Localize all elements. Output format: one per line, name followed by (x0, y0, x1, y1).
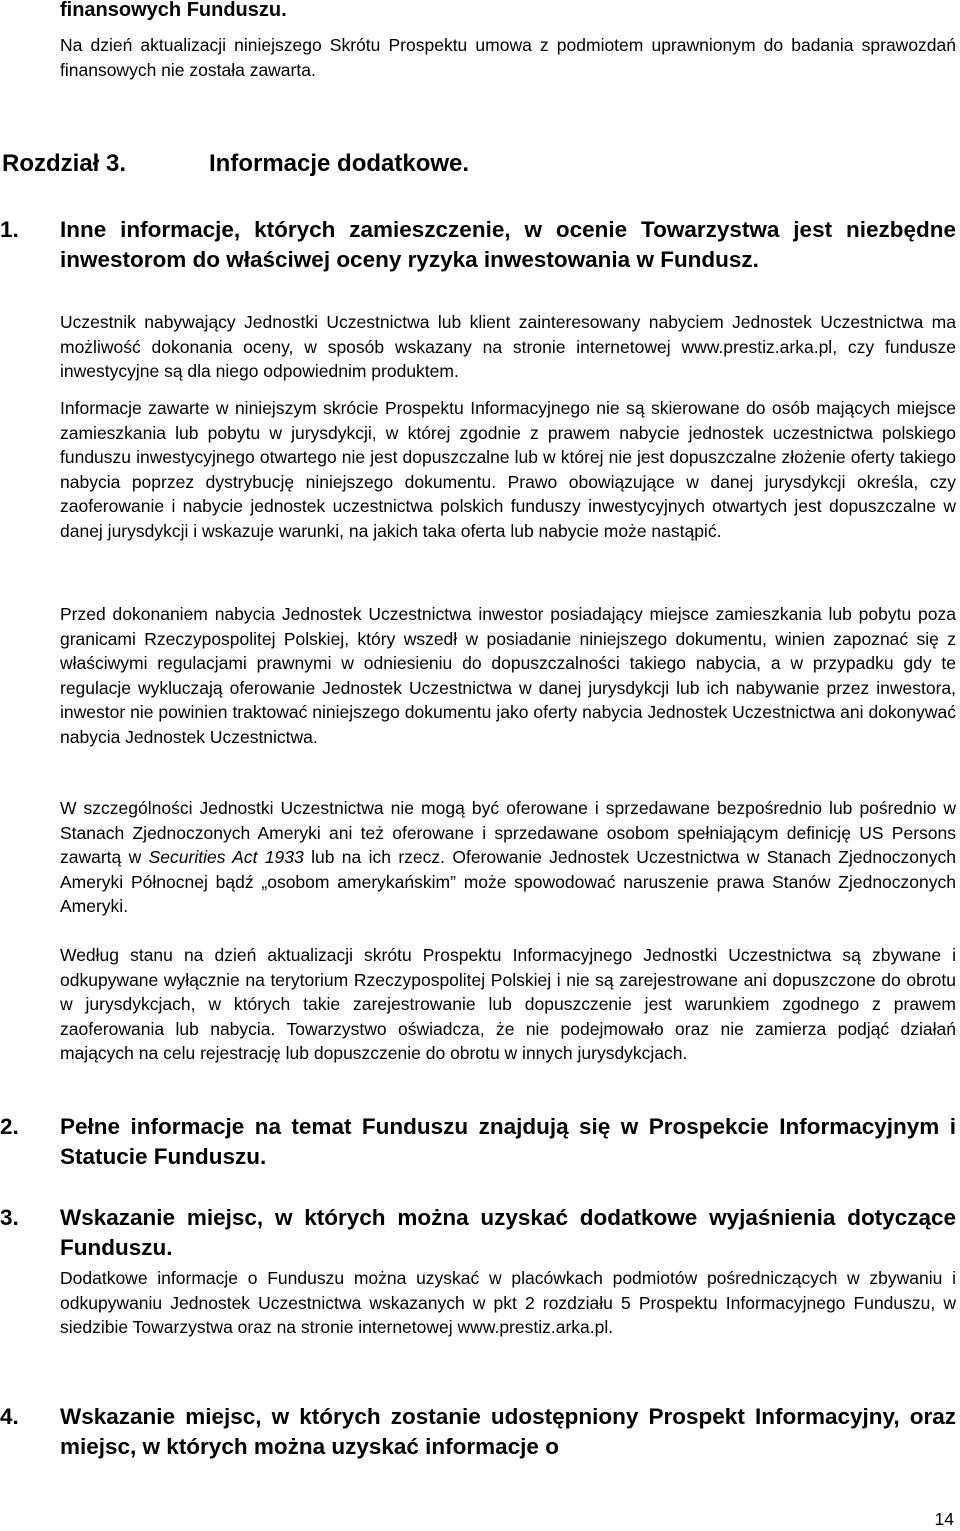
section-1-number: 1. (0, 217, 19, 242)
section-4-number: 4. (0, 1404, 19, 1429)
section-3-paragraph: Dodatkowe informacje o Funduszu można uzyskać w placówkach podmiotów pośredniczących w zbywaniu i odkupywaniu Jednostek Uczestnictwa wskazanych w pkt 2 rozdziału 5 Prospektu Informacyjnego Funduszu, w siedzibie Towarzystwa oraz na stronie internetowej www.prestiz.arka.pl. (60, 1268, 956, 1338)
section-2-number: 2. (0, 1114, 19, 1139)
chapter-title: Informacje dodatkowe. (209, 150, 470, 177)
section-1-us-paragraph (60, 796, 956, 919)
section-2-title: Pełne informacje na temat Funduszu znajdują się w Prospekcie Informacyjnym i Statucie Funduszu. (60, 1114, 956, 1169)
section-1-paragraph-5: Według stanu na dzień aktualizacji skrótu Prospektu Informacyjnego Jednostki Uczestnictwa są zbywane i odkupywane wyłącznie na terytorium Rzeczypospolitej Polskiej i nie są zarejestrowane ani dopuszczone do obrotu w jurysdykcjach, w których takie zarejestrowanie lub dopuszczenie jest warunkiem zgodnego z prawem zaoferowania lub nabycia. Towarzystwo oświadcza, że nie podejmowało oraz nie zamierza podjąć działań mających na celu rejestrację lub dopuszczenie do obrotu w innych jurysdykcjach. (60, 945, 956, 1064)
us-paragraph-text-end: lub na ich rzecz. Oferowanie Jednostek Uczestnictwa w Stanach Zjednoczonych Ameryki Północnej bądź „osobom amerykańskim” może spowodować naruszenie prawa Stanów Zjednoczonych Ameryki. (60, 847, 956, 917)
section-1-paragraph-3: Przed dokonaniem nabycia Jednostek Uczestnictwa inwestor posiadający miejsce zamieszkania lub pobytu poza granicami Rzeczypospolitej Polskiej, który wszedł w posiadanie niniejszego dokumentu, winien zapoznać się z właściwymi regulacjami prawnymi w odniesieniu do dopuszczalności takiego nabycia, a w przypadku gdy te regulacje wykluczają oferowanie Jednostek Uczestnictwa w danej jurysdykcji lub ich nabywanie przez inwestora, inwestor nie powinien traktować niniejszego dokumentu jako oferty nabycia Jednostek Uczestnictwa ani dokonywać nabycia Jednostek Uczestnictwa. (60, 604, 956, 747)
page-number: 14 (934, 1509, 954, 1529)
section-3-title: Wskazanie miejsc, w których można uzyskać dodatkowe wyjaśnienia dotyczące Funduszu. (60, 1205, 956, 1260)
section-4-title: Wskazanie miejsc, w których zostanie udostępniony Prospekt Informacyjny, oraz miejsc, w których można uzyskać informacje o (60, 1404, 956, 1459)
chapter-label: Rozdział 3. (2, 150, 127, 177)
auditor-paragraph: Na dzień aktualizacji niniejszego Skrótu Prospektu umowa z podmiotem uprawnionym do badania sprawozdań finansowych nie została zawarta. (60, 35, 956, 80)
section-1-paragraph-2: Informacje zawarte w niniejszym skrócie Prospektu Informacyjnego nie są skierowane do osób mających miejsce zamieszkania lub pobytu w jurysdykcji, w której zgodnie z prawem nabycie jednostek uczestnictwa polskiego funduszu inwestycyjnego otwartego nie jest dopuszczalne lub w której nie jest dopuszczalne złożenie oferty takiego nabycia poprzez dystrybucję niniejszego dokumentu. Prawo obowiązujące w danej jurysdykcji określa, czy zaoferowanie i nabycie jednostek uczestnictwa polskich funduszy inwestycyjnych otwartych jest dopuszczalne w danej jurysdykcji i wskazuje warunki, na jakich taka oferta lub nabycie może nastąpić. (60, 398, 956, 541)
us-paragraph-text-start: W szczególności Jednostki Uczestnictwa nie mogą być oferowane i sprzedawane bezpośrednio lub pośrednio w Stanach Zjednoczonych Ameryki ani też oferowane i sprzedawane osobom spełniającym definicję US Persons zawartą w (60, 798, 956, 868)
securities-act-reference: Securities Act 1933 (148, 847, 304, 868)
section-1-paragraph-1: Uczestnik nabywający Jednostki Uczestnictwa lub klient zainteresowany nabyciem Jednostek Uczestnictwa ma możliwość dokonania oceny, w sposób wskazany na stronie internetowej www.prestiz.arka.pl, czy fundusze inwestycyjne są dla niego odpowiednim produktem. (60, 312, 956, 382)
heading-continuation: finansowych Funduszu. (60, 0, 287, 21)
section-3-number: 3. (0, 1205, 19, 1230)
section-1-title: Inne informacje, których zamieszczenie, w ocenie Towarzystwa jest niezbędne inwestorom do właściwej oceny ryzyka inwestowania w Fundusz. (60, 217, 956, 272)
